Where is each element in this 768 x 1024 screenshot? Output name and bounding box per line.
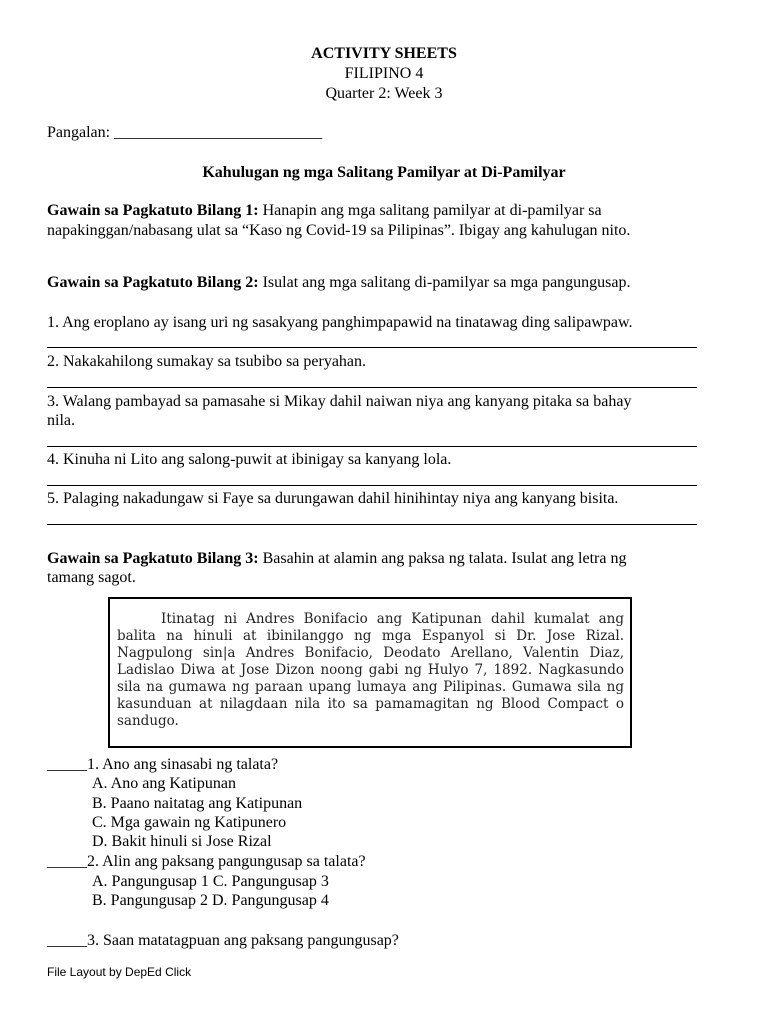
- gawain-2-text: Isulat ang mga salitang di-pamilyar sa mga pangungusap.: [262, 274, 631, 291]
- question-2-options-row-2: B. Pangungusap 2 D. Pangungusap 4: [92, 892, 329, 909]
- subject-line: FILIPINO 4: [344, 65, 424, 82]
- gawain-2-item-3: 3. Walang pambayad sa pamasahe si Mikay dahil naiwan niya ang kanyang pitaka sa bahay: [47, 393, 632, 410]
- name-label: Pangalan:: [47, 124, 111, 141]
- question-1-option-b: B. Paano naitatag ang Katipunan: [92, 795, 303, 812]
- reading-passage-box: [108, 597, 632, 748]
- gawain-1-line-1: [47, 201, 727, 221]
- answer-line-4[interactable]: [47, 485, 697, 486]
- answer-line-2[interactable]: [47, 387, 697, 388]
- gawain-2-heading: [47, 273, 727, 293]
- quarter-line: Quarter 2: Week 3: [325, 85, 443, 102]
- footer-credit: File Layout by DepEd Click: [47, 965, 192, 979]
- gawain-2-label: Gawain sa Pagkatuto Bilang 2:: [47, 274, 259, 291]
- gawain-2-item-2: 2. Nakakahilong sumakay sa tsubibo sa peryahan.: [47, 353, 367, 370]
- name-field[interactable]: [47, 123, 727, 143]
- question-1-option-c: C. Mga gawain ng Katipunero: [92, 814, 287, 831]
- gawain-3-label: Gawain sa Pagkatuto Bilang 3:: [47, 550, 259, 567]
- gawain-1-text: Hanapin ang mga salitang pamilyar at di-pamilyar sa: [262, 202, 602, 219]
- gawain-3-line-1: [47, 549, 727, 569]
- gawain-2-item-1: 1. Ang eroplano ay isang uri ng sasakyang panghimpapawid na tinatawag ding salipawpaw.: [47, 314, 633, 331]
- reading-passage-text: Itinatag ni Andres Bonifacio ang Katipunan dahil kumalat ang balita na hinuli at ibinilanggo ng mga Espanyol si Dr. Jose Rizal. Nagpulong sin|a Andres Bonifacio, Deodato Arellano, Valentin Diaz, Ladislao Diwa at Jose Dizon noong gabi ng Hulyo 7, 1892. Nagkasundo sila na gumawa ng paraan upang lumaya ang Pilipinas. Gumawa sila ng kasunduan at nilagdaan nila ito sa pamamagitan ng Blood Compact o sandugo.: [117, 611, 624, 729]
- gawain-2-item-3-cont: nila.: [47, 412, 75, 429]
- question-3: _____3. Saan matatagpuan ang paksang pangungusap?: [47, 932, 399, 949]
- lesson-title: Kahulugan ng mga Salitang Pamilyar at Di-Pamilyar: [202, 164, 566, 181]
- question-2: _____2. Alin ang paksang pangungusap sa talata?: [47, 853, 366, 870]
- gawain-1-label: Gawain sa Pagkatuto Bilang 1:: [47, 202, 259, 219]
- name-blank[interactable]: __________________________: [114, 124, 323, 141]
- gawain-1-line-2: napakinggan/nabasang ulat sa “Kaso ng Covid-19 sa Pilipinas”. Ibigay ang kahulugan nito.: [47, 222, 631, 239]
- gawain-2-item-5: 5. Palaging nakadungaw si Faye sa durungawan dahil hinihintay niya ang kanyang bisita.: [47, 490, 619, 507]
- question-2-options-row-1: A. Pangungusap 1 C. Pangungusap 3: [92, 873, 329, 890]
- gawain-3-line-2: tamang sagot.: [47, 569, 136, 586]
- question-1-option-d: D. Bakit hinuli si Jose Rizal: [92, 833, 272, 850]
- answer-line-1[interactable]: [47, 347, 697, 348]
- answer-line-5[interactable]: [47, 524, 697, 525]
- sheet-title: ACTIVITY SHEETS: [311, 45, 457, 62]
- question-1-option-a: A. Ano ang Katipunan: [92, 775, 236, 792]
- gawain-3-text: Basahin at alamin ang paksa ng talata. Isulat ang letra ng: [262, 550, 627, 567]
- question-1: _____1. Ano ang sinasabi ng talata?: [47, 756, 279, 773]
- gawain-2-item-4: 4. Kinuha ni Lito ang salong-puwit at ibinigay sa kanyang lola.: [47, 451, 452, 468]
- answer-line-3[interactable]: [47, 446, 697, 447]
